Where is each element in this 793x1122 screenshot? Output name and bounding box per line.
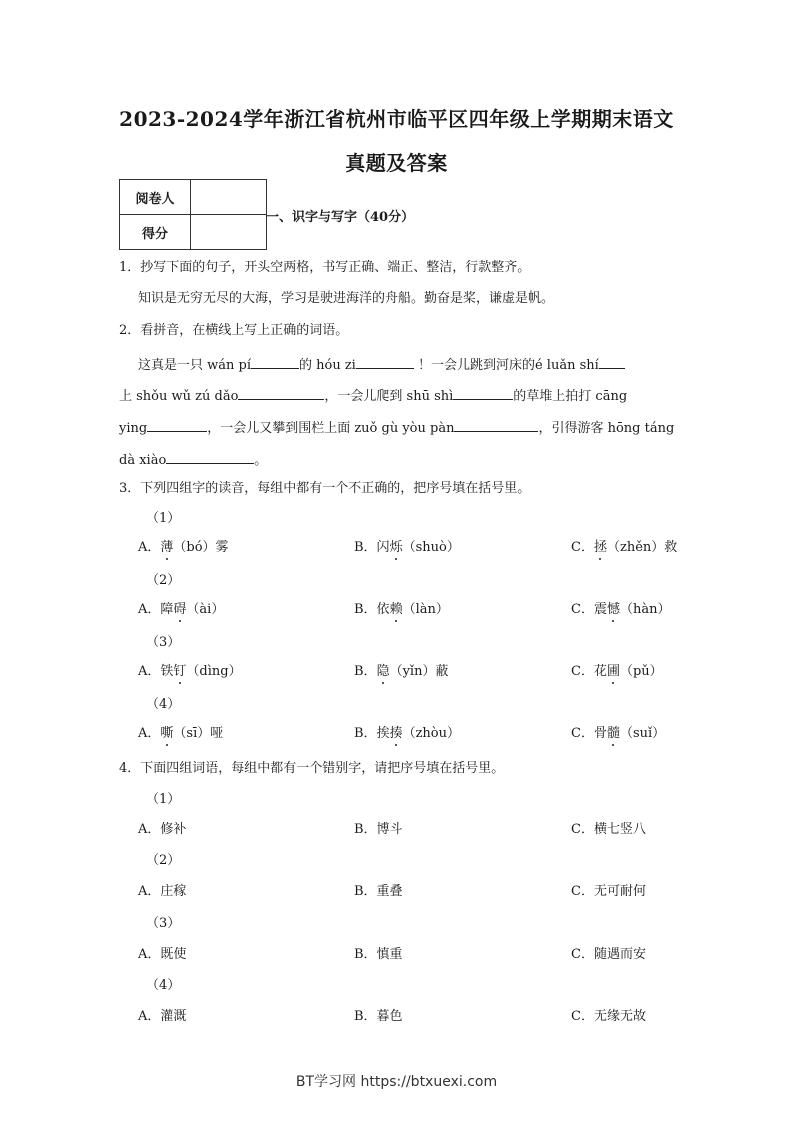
answer-blank[interactable] [599,355,625,369]
q3-option-c [571,726,665,742]
option-text: （dìng） [186,664,242,679]
q4-stem: 4．下面四组词语，每组中都有一个错别字，请把序号填在括号里。 [119,761,505,776]
q2-text: ying [119,421,148,436]
option-text: C．震 [571,602,607,617]
dotted-char: 髓 [606,726,620,741]
q3-option-a [138,664,242,680]
q4-option-c: C．横七竖八 [571,822,646,837]
option-text: C．骨 [571,726,607,741]
option-text: （zhěn）救 [606,540,678,555]
q3-stem: 3．下列四组字的读音，每组中都有一个不正确的，把序号填在括号里。 [119,481,531,496]
option-text: （làn） [402,602,449,617]
q2-text: ，一会儿爬到 shū shì [324,389,454,404]
q3-option-b [354,664,448,680]
q4-option-c: C．无可耐何 [571,884,646,899]
q3-group-number: （3） [146,635,181,650]
q2-text: 的 hóu zi [299,358,356,373]
dotted-char: 拯 [593,540,607,555]
q4-option-a: A．修补 [138,822,187,837]
q3-option-a [138,726,223,742]
reviewer-cell [191,180,267,215]
q2-text: ！一会儿跳到河床的é luǎn shí [417,358,599,373]
q1-sentence: 知识是无穷无尽的大海，学习是驶进海洋的舟船。勤奋是桨，谦虚是帆。 [138,291,555,306]
dotted-char: 赖 [389,602,403,617]
option-text: B．闪 [354,540,390,555]
option-text: （pǔ） [619,664,663,679]
q3-option-c [571,540,677,556]
q3-group-number: （1） [146,511,181,526]
option-text: B．依 [354,602,390,617]
option-text: （sī）哑 [173,726,224,741]
q4-group-number: （2） [146,853,181,868]
q2-line1 [138,355,625,374]
option-text: （bó）雾 [173,540,229,555]
dotted-char: 圃 [606,664,620,679]
q3-option-a [138,540,229,556]
q4-option-a: A．既使 [138,947,187,962]
dotted-char: 揍 [389,726,403,741]
option-text: （shuò） [402,540,460,555]
dotted-char: 隐 [376,664,390,679]
q3-option-c [571,664,663,680]
option-text: A． [138,540,161,555]
q4-option-a: A．庄稼 [138,884,187,899]
q2-line2 [119,386,627,405]
q3-option-b [354,540,460,556]
footer-watermark[interactable]: BT学习网 https://btxuexi.com [295,1074,498,1090]
option-text: C．花 [571,664,607,679]
q4-option-b: B．重叠 [354,884,403,899]
section-heading: 一、识字与写字（40分） [266,210,415,225]
q4-option-b: B．博斗 [354,822,403,837]
score-table [119,179,267,250]
q2-line4 [119,450,267,469]
q2-text: 这真是一只 wán pí [138,358,251,373]
dotted-char: 烁 [389,540,403,555]
q4-group-number: （1） [146,792,181,807]
q3-option-a [138,602,224,618]
score-cell [191,215,267,250]
dotted-char: 钉 [173,664,187,679]
reviewer-label: 阅卷人 [120,180,191,215]
q3-group-number: （2） [146,573,181,588]
q3-option-b [354,602,449,618]
q3-option-c [571,602,670,618]
answer-blank[interactable] [251,355,299,369]
q2-text: ，一会儿又攀到围栏上面 zuǒ gù yòu pàn [207,421,455,436]
q2-text: ，引得游客 hōng táng [538,421,675,436]
dotted-char: 碍 [173,602,187,617]
q2-text: 。 [254,453,268,468]
q4-option-a: A．灌溉 [138,1009,187,1024]
score-label: 得分 [120,215,191,250]
answer-blank[interactable] [238,386,324,400]
q2-line3 [119,418,674,437]
document-title-line2: 真题及答案 [345,151,448,175]
answer-blank[interactable] [147,418,207,432]
option-text: A．铁 [138,664,174,679]
q4-option-c: C．随遇而安 [571,947,646,962]
answer-blank[interactable] [453,386,513,400]
option-text: B． [354,664,377,679]
q3-group-number: （4） [146,697,181,712]
q4-option-b: B．慎重 [354,947,403,962]
document-title-line1: 2023-2024学年浙江省杭州市临平区四年级上学期期末语文 [119,107,674,131]
q2-stem: 2．看拼音，在横线上写上正确的词语。 [119,323,349,338]
option-text: C． [571,540,594,555]
option-text: A．障 [138,602,174,617]
q1-stem: 1．抄写下面的句子，开头空两格，书写正确、端正、整洁，行款整齐。 [119,260,531,275]
answer-blank[interactable] [454,418,538,432]
option-text: （yǐn）蔽 [389,664,449,679]
option-text: B．挨 [354,726,390,741]
dotted-char: 嘶 [160,726,174,741]
dotted-char: 憾 [606,602,620,617]
q3-option-b [354,726,460,742]
q2-text: 的草堆上拍打 cāng [513,389,628,404]
q4-option-b: B．暮色 [354,1009,403,1024]
option-text: （suǐ） [619,726,666,741]
answer-blank[interactable] [356,355,414,369]
option-text: A． [138,726,161,741]
q2-text: dà xiào [119,453,167,468]
dotted-char: 薄 [160,540,174,555]
q2-text: 上 shǒu wǔ zú dǎo [119,389,239,404]
option-text: （zhòu） [402,726,460,741]
option-text: （ài） [186,602,225,617]
option-text: （hàn） [619,602,671,617]
q4-option-c: C．无缘无故 [571,1009,646,1024]
q4-group-number: （3） [146,916,181,931]
answer-blank[interactable] [166,450,254,464]
q4-group-number: （4） [146,978,181,993]
